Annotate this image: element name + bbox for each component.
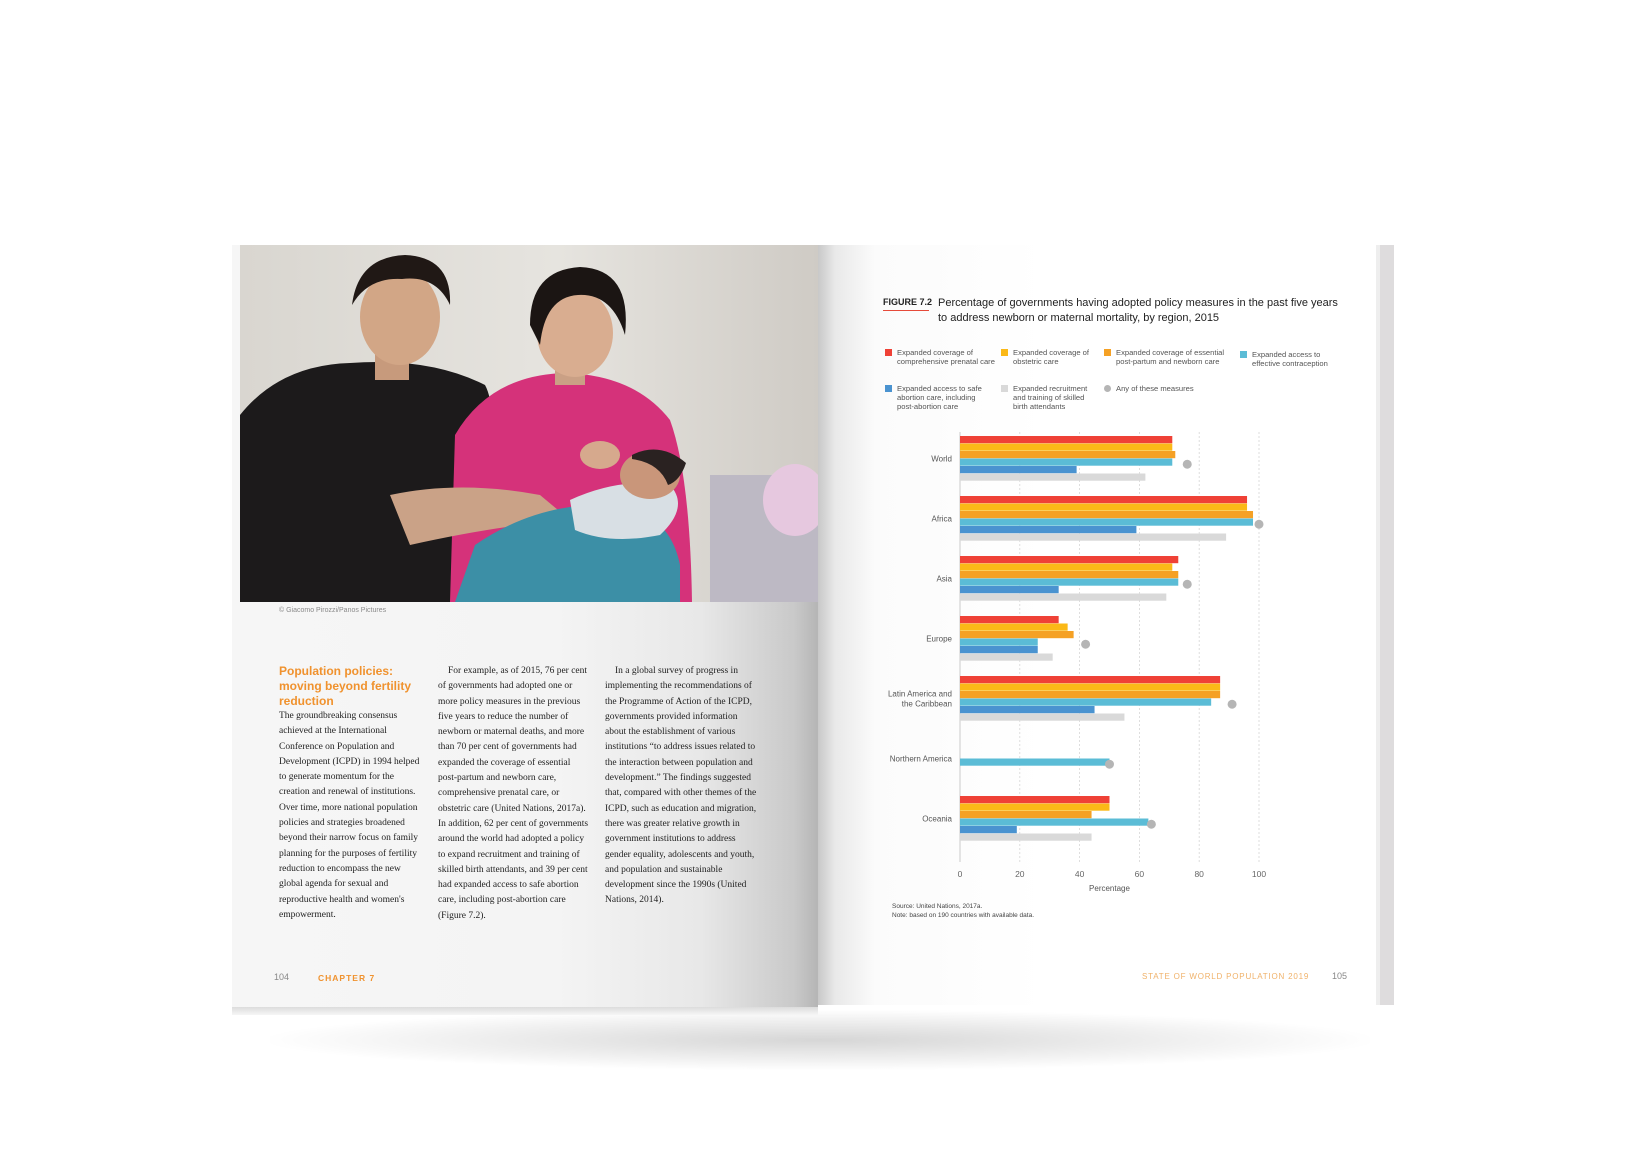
bar	[960, 804, 1110, 811]
bar	[960, 534, 1226, 541]
x-tick-label: 80	[1194, 869, 1204, 879]
bar	[960, 796, 1110, 803]
bar	[960, 646, 1038, 653]
bar	[960, 759, 1110, 766]
legend-label: Expanded access to safe abortion care, including post-abortion care	[897, 384, 982, 411]
bar	[960, 526, 1136, 533]
bar	[960, 504, 1247, 511]
bar	[960, 579, 1178, 586]
running-head: STATE OF WORLD POPULATION 2019	[1142, 972, 1310, 981]
x-axis-label: Percentage	[1089, 884, 1130, 893]
legend-label: Expanded access to effective contraception	[1252, 350, 1328, 368]
x-tick-label: 0	[957, 869, 963, 879]
category-label: Europe	[926, 634, 952, 644]
legend-label: Expanded coverage of essential post-partum and newborn care	[1116, 348, 1225, 366]
bar	[960, 459, 1172, 466]
note-line: Note: based on 190 countries with available data.	[892, 912, 1035, 919]
bar	[960, 699, 1211, 706]
photo-credit: © Giacomo Pirozzi/Panos Pictures	[279, 607, 387, 614]
body-column-2: For example, as of 2015, 76 per cent of governments had adopted one or more policy measures in the previous five years to reduce the number of newborn or maternal deaths, and more than 70 per cent of governments had expanded the coverage of essential post-partum and newborn care, comprehensive prenatal care, or obstetric care (United Nations, 2017a). In addition, 62 per cent of governments around the world had adopted a policy to expand recruitment and training of skilled birth attendants, and 39 per cent had expanded access to safe abortion care, including post-abortion care (Figure 7.2).	[438, 666, 589, 921]
legend-label: Expanded coverage of obstetric care	[1013, 348, 1089, 366]
body-column-1: The groundbreaking consensus achieved at the International Conference on Population and Development (ICPD) in 1994 helped to generate momentum for the creation and renewal of institutions. Over time, more national population policies and strategies broadened beyond their narrow focus on family planning for the purposes of fertility reduction to encompass the new global agenda for sexual and reproductive health and women's empowerment.	[279, 711, 420, 920]
any-measure-dot	[1105, 760, 1114, 769]
bar	[960, 519, 1253, 526]
bar	[960, 474, 1145, 481]
bar	[960, 594, 1166, 601]
category-label: Africa	[931, 514, 952, 524]
chapter-label: CHAPTER 7	[318, 973, 376, 983]
any-measure-dot	[1183, 580, 1192, 589]
category-label: Asia	[936, 574, 952, 584]
bar	[960, 819, 1148, 826]
bar	[960, 451, 1175, 458]
legend-label: Any of these measures	[1116, 384, 1194, 393]
legend-label: Expanded coverage of comprehensive prenatal care	[897, 348, 995, 366]
bar	[960, 586, 1059, 593]
legend-label: Expanded recruitment and training of skilled birth attendants	[1013, 384, 1088, 411]
bar	[960, 511, 1253, 518]
category-label: Northern America	[889, 754, 952, 764]
x-tick-label: 100	[1251, 869, 1267, 879]
x-tick-label: 40	[1074, 869, 1085, 879]
bar	[960, 571, 1178, 578]
bar	[960, 631, 1074, 638]
bar	[960, 444, 1172, 451]
bar	[960, 826, 1017, 833]
bar	[960, 616, 1059, 623]
bar	[960, 714, 1124, 721]
figure-source	[892, 902, 1034, 920]
any-measure-dot	[1183, 460, 1192, 469]
bar	[960, 706, 1095, 713]
any-measure-dot	[1081, 640, 1090, 649]
bar	[960, 556, 1178, 563]
body-column-3: In a global survey of progress in implementing the recommendations of the Programme of Action of the ICPD, governments provided information about the establishment of various institutions “to address issues related to the interaction between population and development.” The findings suggested that, compared with other themes of the ICPD, such as education and migration, there was greater relative growth in government institutions to address gender equality, adolescents and youth, and population and sustainable development since the 1990s (United Nations, 2014).	[605, 666, 757, 906]
bar	[960, 691, 1220, 698]
figure-title: Percentage of governments having adopted policy measures in the past five years to address newborn or maternal mortality, by region, 2015	[938, 297, 1338, 324]
bar	[960, 811, 1092, 818]
bar	[960, 834, 1092, 841]
figure-label: FIGURE 7.2	[883, 297, 933, 307]
any-measure-dot	[1147, 820, 1156, 829]
bar	[960, 684, 1220, 691]
section-heading: Population policies: moving beyond fertility reduction	[279, 664, 412, 708]
category-label: Oceania	[922, 814, 952, 824]
page-number-right: 105	[1332, 971, 1348, 981]
any-measure-dot	[1228, 700, 1237, 709]
x-tick-label: 20	[1015, 869, 1025, 879]
category-label: World	[931, 454, 952, 464]
bar	[960, 624, 1068, 631]
page-number-left: 104	[274, 972, 290, 982]
source-line: Source: United Nations, 2017a.	[892, 903, 983, 910]
bar	[960, 564, 1172, 571]
bar	[960, 654, 1053, 661]
category-label: Latin America and the Caribbean	[887, 689, 952, 709]
bar	[960, 676, 1220, 683]
x-tick-label: 60	[1134, 869, 1145, 879]
bar	[960, 436, 1172, 443]
bar	[960, 496, 1247, 503]
bar	[960, 466, 1077, 473]
any-measure-dot	[1255, 520, 1264, 529]
bar	[960, 639, 1038, 646]
